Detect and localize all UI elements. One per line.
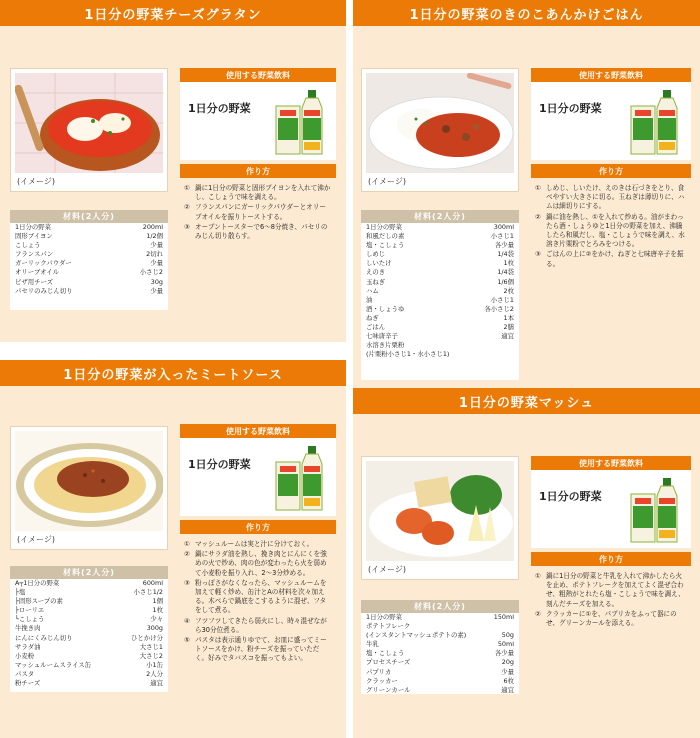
ingredient-amount: 1個 bbox=[152, 597, 163, 606]
ingredients-list bbox=[361, 613, 519, 695]
ingredient-row bbox=[10, 679, 168, 688]
product-name: 1日分の野菜 bbox=[188, 102, 251, 115]
ingredient-row bbox=[361, 278, 519, 287]
bottle-icon bbox=[274, 88, 332, 156]
ingredient-name: ごはん bbox=[366, 323, 386, 332]
ingredients-panel bbox=[361, 600, 519, 694]
ingredient-name: ├ローリエ bbox=[15, 606, 45, 615]
ingredient-name: ├固形スープの素 bbox=[15, 597, 63, 606]
ingredient-row bbox=[361, 323, 519, 332]
step-item bbox=[184, 540, 332, 549]
recipe-photo bbox=[361, 456, 519, 580]
ingredient-amount: 小さじ1 bbox=[490, 232, 514, 241]
ingredient-name: 粉チーズ bbox=[15, 679, 41, 688]
ingredient-amount: 各少量 bbox=[494, 649, 514, 658]
step-text: ごはんの上に②をかけ、ねぎと七味唐辛子を振る。 bbox=[546, 250, 684, 268]
ingredient-amount: 1/6個 bbox=[497, 277, 514, 286]
product-name: 1日分の野菜 bbox=[539, 102, 602, 115]
ingredient-amount: 50ml bbox=[497, 640, 514, 649]
ingredient-row bbox=[361, 296, 519, 305]
step-item bbox=[535, 213, 687, 250]
bottle-icon bbox=[629, 88, 687, 156]
ingredient-amount: ひとかけ分 bbox=[131, 633, 163, 642]
ingredient-name: 塩・こしょう bbox=[366, 649, 405, 658]
ingredient-amount: 6枚 bbox=[503, 676, 514, 685]
ingredient-row bbox=[361, 622, 519, 631]
ingredient-amount: 小さじ1/2 bbox=[133, 588, 163, 597]
recipe-photo bbox=[10, 68, 168, 192]
ingredient-amount: 50g bbox=[501, 631, 514, 640]
ingredient-row bbox=[10, 624, 168, 633]
ingredient-name: 1日分の野菜 bbox=[366, 223, 403, 231]
howto-header: 作り方 bbox=[180, 164, 336, 178]
recipe-title: 1日分の野菜チーズグラタン bbox=[0, 0, 346, 26]
ingredient-name: えのき bbox=[366, 268, 386, 277]
step-text: 粉っぽさがなくなったら、マッシュルームを加えて軽く炒め、缶汁とAの材料を次々加える。木べらで鍋底をこするように混ぜ、フタをして煮る。 bbox=[195, 578, 327, 615]
ingredients-panel bbox=[10, 210, 168, 310]
step-number: ③ bbox=[184, 222, 190, 231]
ingredient-amount: 各少量 bbox=[494, 241, 514, 250]
step-item bbox=[535, 250, 687, 268]
ingredient-name: 水溶き片栗粉 bbox=[366, 341, 405, 350]
ingredient-row bbox=[361, 677, 519, 686]
ingredient-name: フランスパン bbox=[15, 250, 54, 259]
ingredient-amount: 1/4袋 bbox=[497, 268, 514, 277]
drink-header: 使用する野菜飲料 bbox=[531, 68, 691, 82]
recipe-title: 1日分の野菜マッシュ bbox=[353, 388, 700, 414]
ingredient-name: 牛乳 bbox=[366, 640, 379, 649]
ingredient-name: プロセスチーズ bbox=[366, 658, 411, 667]
steps-list bbox=[531, 178, 691, 269]
image-caption: (イメージ) bbox=[368, 565, 407, 574]
recipe-card-mash bbox=[353, 388, 700, 738]
ingredient-name: ガーリックパウダー bbox=[15, 259, 72, 268]
ingredient-name: しいたけ bbox=[366, 259, 392, 268]
ingredient-name: パプリカ bbox=[366, 667, 392, 676]
ingredient-row bbox=[361, 332, 519, 341]
ingredient-amount: 少々 bbox=[150, 615, 163, 624]
ingredient-name: A┬1日分の野菜 bbox=[15, 579, 60, 587]
ingredient-row bbox=[361, 649, 519, 658]
ingredient-amount: 少量 bbox=[150, 241, 163, 250]
ingredient-name: パセリのみじん切り bbox=[15, 286, 73, 295]
ingredient-name: 七味唐辛子 bbox=[366, 332, 398, 341]
ingredient-row bbox=[10, 278, 168, 287]
ingredient-row bbox=[361, 640, 519, 649]
ingredient-row bbox=[361, 350, 519, 359]
ingredient-row bbox=[10, 287, 168, 296]
howto-header: 作り方 bbox=[531, 552, 691, 566]
step-item bbox=[184, 579, 332, 616]
ingredient-name: 1日分の野菜 bbox=[366, 613, 403, 621]
recipe-title: 1日分の野菜が入ったミートソース bbox=[0, 360, 346, 386]
step-text: パスタは表示通りゆでて、お皿に盛ってミートソースをかけ、粉チーズを振っていただく。好みでタバスコを振ってもよい。 bbox=[195, 636, 327, 663]
product-box bbox=[180, 82, 336, 160]
recipe-card-gratin bbox=[0, 0, 346, 342]
ingredient-amount: 1/2個 bbox=[146, 232, 163, 241]
ingredient-amount: 大さじ2 bbox=[139, 651, 163, 660]
image-caption: (イメージ) bbox=[17, 535, 56, 544]
ingredient-row bbox=[361, 631, 519, 640]
ingredient-row bbox=[10, 661, 168, 670]
ingredient-row bbox=[361, 314, 519, 323]
ingredient-row bbox=[10, 588, 168, 597]
ingredient-name: マッシュルームスライス缶 bbox=[15, 660, 92, 669]
product-name: 1日分の野菜 bbox=[539, 490, 602, 503]
ingredient-amount: 2人分 bbox=[146, 669, 163, 678]
ingredient-amount: 適宜 bbox=[501, 685, 514, 694]
ingredient-row bbox=[10, 241, 168, 250]
ingredients-panel bbox=[361, 210, 519, 380]
howto-header: 作り方 bbox=[180, 520, 336, 534]
step-text: フツフツしてきたら弱火にし、時々混ぜながら30分位煮る。 bbox=[195, 616, 327, 634]
step-text: 鍋に油を熱し、①を入れて炒める。油がまわったら酒・しょうゆと1日分の野菜を加え、沸騰したら和風だし、塩・こしょうで味を調え、水溶き片栗粉でとろみをつける。 bbox=[546, 212, 685, 249]
ingredient-amount: 1枚 bbox=[503, 259, 514, 268]
ingredient-name: ピザ用チーズ bbox=[15, 277, 54, 286]
ingredient-row bbox=[361, 341, 519, 350]
ingredient-amount: 少量 bbox=[501, 667, 514, 676]
step-text: 鍋にサラダ油を熱し、挽き肉とにんにくを強めの火で炒め、肉の色が変わったら火を弱めて小麦粉を振り入れ、2〜3分炒める。 bbox=[195, 550, 327, 577]
rice-image bbox=[366, 73, 514, 173]
step-number: ③ bbox=[535, 250, 541, 259]
ingredients-list bbox=[10, 579, 168, 688]
image-caption: (イメージ) bbox=[17, 177, 56, 186]
ingredient-name: クラッカー bbox=[366, 676, 398, 685]
drink-header: 使用する野菜飲料 bbox=[180, 68, 336, 82]
ingredient-amount: 300g bbox=[146, 624, 163, 633]
step-item bbox=[184, 203, 332, 221]
ingredient-name: 玉ねぎ bbox=[366, 277, 386, 286]
ingredient-name: ポテトフレーク bbox=[366, 622, 411, 631]
ingredient-amount: 小さじ2 bbox=[139, 268, 163, 277]
ingredient-row bbox=[10, 634, 168, 643]
ingredient-amount: 2切れ bbox=[146, 250, 163, 259]
ingredient-name: グリーンカール bbox=[366, 685, 411, 694]
product-name: 1日分の野菜 bbox=[188, 458, 251, 471]
bottle-icon bbox=[629, 476, 687, 544]
step-item bbox=[184, 223, 332, 241]
ingredient-row bbox=[361, 223, 519, 232]
ingredient-row bbox=[10, 670, 168, 679]
ingredient-name: 牛挽き肉 bbox=[15, 624, 41, 633]
step-text: フランスパンにガーリックパウダーとオリーブオイルを振りトーストする。 bbox=[195, 203, 326, 221]
step-number: ⑤ bbox=[184, 636, 190, 645]
ingredient-amount: 1枚 bbox=[152, 606, 163, 615]
recipe-title: 1日分の野菜のきのこあんかけごはん bbox=[353, 0, 700, 26]
ingredient-amount: 少量 bbox=[150, 259, 163, 268]
drink-header: 使用する野菜飲料 bbox=[180, 424, 336, 438]
ingredient-row bbox=[361, 259, 519, 268]
ingredient-name: パスタ bbox=[15, 669, 35, 678]
step-number: ① bbox=[184, 540, 190, 548]
step-text: オーブントースターで6〜8分焼き、パセリのみじん切り散らす。 bbox=[195, 222, 328, 241]
step-text: 鍋に1日分の野菜と固形ブイヨンを入れて沸かし、こしょうで味を調える。 bbox=[195, 184, 331, 202]
ingredient-row bbox=[361, 241, 519, 250]
steps-list bbox=[180, 534, 336, 664]
ingredient-amount: 2枚 bbox=[503, 286, 514, 295]
ingredient-row bbox=[10, 643, 168, 652]
ingredients-header: 材料(2人分) bbox=[361, 210, 519, 223]
ingredient-row bbox=[10, 652, 168, 661]
ingredient-amount: 150ml bbox=[493, 613, 514, 621]
howto-header: 作り方 bbox=[531, 164, 691, 178]
bottle-icon bbox=[274, 444, 332, 512]
ingredient-name: 酒・しょうゆ bbox=[366, 304, 405, 313]
ingredient-row bbox=[10, 250, 168, 259]
ingredient-name: 和風だしの素 bbox=[366, 232, 405, 241]
pasta-image bbox=[15, 431, 163, 531]
step-item bbox=[535, 184, 687, 212]
ingredient-row bbox=[10, 223, 168, 232]
ingredient-row bbox=[361, 268, 519, 277]
ingredient-row bbox=[10, 606, 168, 615]
ingredient-amount: 200ml bbox=[142, 223, 163, 231]
ingredient-name: こしょう bbox=[15, 241, 41, 250]
ingredient-name: しめじ bbox=[366, 250, 386, 259]
ingredients-list bbox=[361, 223, 519, 359]
step-number: ③ bbox=[184, 578, 190, 587]
ingredient-amount: 2膳 bbox=[503, 323, 514, 332]
gratin-image bbox=[15, 73, 163, 173]
step-item bbox=[184, 617, 332, 635]
steps-list bbox=[531, 566, 691, 628]
drink-panel bbox=[531, 456, 691, 629]
ingredients-header: 材料(2人分) bbox=[10, 210, 168, 223]
ingredient-amount: 300ml bbox=[493, 223, 514, 231]
product-box bbox=[531, 82, 691, 160]
step-text: しめじ、しいたけ、えのきは石づきをとり、食べやすい大きさに切る。玉ねぎは薄切りに、ハムは細切りにする。 bbox=[546, 184, 685, 211]
step-item bbox=[535, 572, 687, 609]
ingredient-name: オリーブオイル bbox=[15, 268, 60, 277]
ingredient-amount: 大さじ1 bbox=[139, 642, 163, 651]
drink-panel bbox=[180, 68, 336, 242]
ingredient-row bbox=[361, 686, 519, 695]
ingredient-name: ├塩 bbox=[15, 588, 26, 597]
step-number: ① bbox=[535, 184, 541, 192]
ingredients-header: 材料(2人分) bbox=[10, 566, 168, 579]
ingredients-panel bbox=[10, 566, 168, 692]
ingredient-row bbox=[10, 597, 168, 606]
step-number: ① bbox=[535, 572, 541, 580]
ingredient-amount: 20g bbox=[501, 658, 514, 667]
ingredient-row bbox=[361, 250, 519, 259]
step-number: ② bbox=[184, 550, 190, 559]
ingredient-name: 油 bbox=[366, 295, 373, 304]
ingredient-name: (インスタントマッシュポテトの素) bbox=[366, 631, 467, 640]
recipe-card-meat-sauce bbox=[0, 360, 346, 738]
step-item bbox=[184, 184, 332, 202]
ingredient-name: 小麦粉 bbox=[15, 651, 35, 660]
ingredient-row bbox=[361, 232, 519, 241]
steps-list bbox=[180, 178, 336, 241]
step-number: ① bbox=[184, 184, 190, 192]
step-text: マッシュルームは実と汁に分けておく。 bbox=[195, 540, 314, 548]
recipe-card-mushroom-rice bbox=[353, 0, 700, 388]
ingredient-amount: 適宜 bbox=[501, 332, 514, 341]
ingredient-amount: 30g bbox=[150, 277, 163, 286]
ingredient-amount: 600ml bbox=[142, 579, 163, 587]
step-item bbox=[535, 610, 687, 628]
product-box bbox=[531, 470, 691, 548]
ingredient-row bbox=[361, 305, 519, 314]
ingredient-name: ねぎ bbox=[366, 313, 379, 322]
ingredient-row bbox=[361, 668, 519, 677]
ingredient-name: └こしょう bbox=[15, 615, 45, 624]
ingredient-amount: 1本 bbox=[503, 313, 514, 322]
mash-image bbox=[366, 461, 514, 561]
ingredient-amount: 小1缶 bbox=[146, 660, 163, 669]
product-box bbox=[180, 438, 336, 516]
recipe-photo bbox=[361, 68, 519, 192]
step-number: ④ bbox=[184, 616, 190, 625]
ingredient-row bbox=[10, 268, 168, 277]
step-number: ② bbox=[535, 609, 541, 618]
step-item bbox=[184, 636, 332, 664]
drink-panel bbox=[180, 424, 336, 665]
ingredient-amount: 少量 bbox=[150, 286, 163, 295]
ingredient-name: サラダ油 bbox=[15, 642, 41, 651]
ingredient-amount: 1/4袋 bbox=[497, 250, 514, 259]
ingredient-row bbox=[361, 287, 519, 296]
drink-header: 使用する野菜飲料 bbox=[531, 456, 691, 470]
ingredients-header: 材料(2人分) bbox=[361, 600, 519, 613]
ingredient-row bbox=[10, 615, 168, 624]
ingredient-amount: 適宜 bbox=[150, 679, 163, 688]
step-item bbox=[184, 550, 332, 578]
ingredient-amount: 各小さじ2 bbox=[484, 304, 514, 313]
ingredient-name: にんにくみじん切り bbox=[15, 633, 73, 642]
ingredient-name: 1日分の野菜 bbox=[15, 223, 52, 231]
ingredient-row bbox=[10, 232, 168, 241]
ingredient-amount: 小さじ1 bbox=[490, 295, 514, 304]
step-number: ② bbox=[535, 212, 541, 221]
step-number: ② bbox=[184, 203, 190, 212]
ingredient-name: (片栗粉小さじ1・水小さじ1) bbox=[366, 350, 450, 359]
step-text: クラッカーに①を、パプリカをふって器にのせ、グリーンカールを添える。 bbox=[546, 609, 677, 628]
step-text: 鍋に1日分の野菜と牛乳を入れて沸かしたら火を止め、ポテトフレークを加えてよく混ぜ合わせ、粗熱がとれたら塩・こしょうで味を調え、刻んだチーズを加える。 bbox=[546, 572, 685, 608]
ingredient-row bbox=[361, 658, 519, 667]
ingredient-name: 固形ブイヨン bbox=[15, 232, 53, 241]
ingredients-list bbox=[10, 223, 168, 296]
ingredient-row bbox=[10, 579, 168, 588]
recipe-photo bbox=[10, 426, 168, 550]
drink-panel bbox=[531, 68, 691, 270]
ingredient-row bbox=[361, 613, 519, 622]
ingredient-name: ハム bbox=[366, 286, 379, 295]
ingredient-name: 塩・こしょう bbox=[366, 241, 405, 250]
image-caption: (イメージ) bbox=[368, 177, 407, 186]
